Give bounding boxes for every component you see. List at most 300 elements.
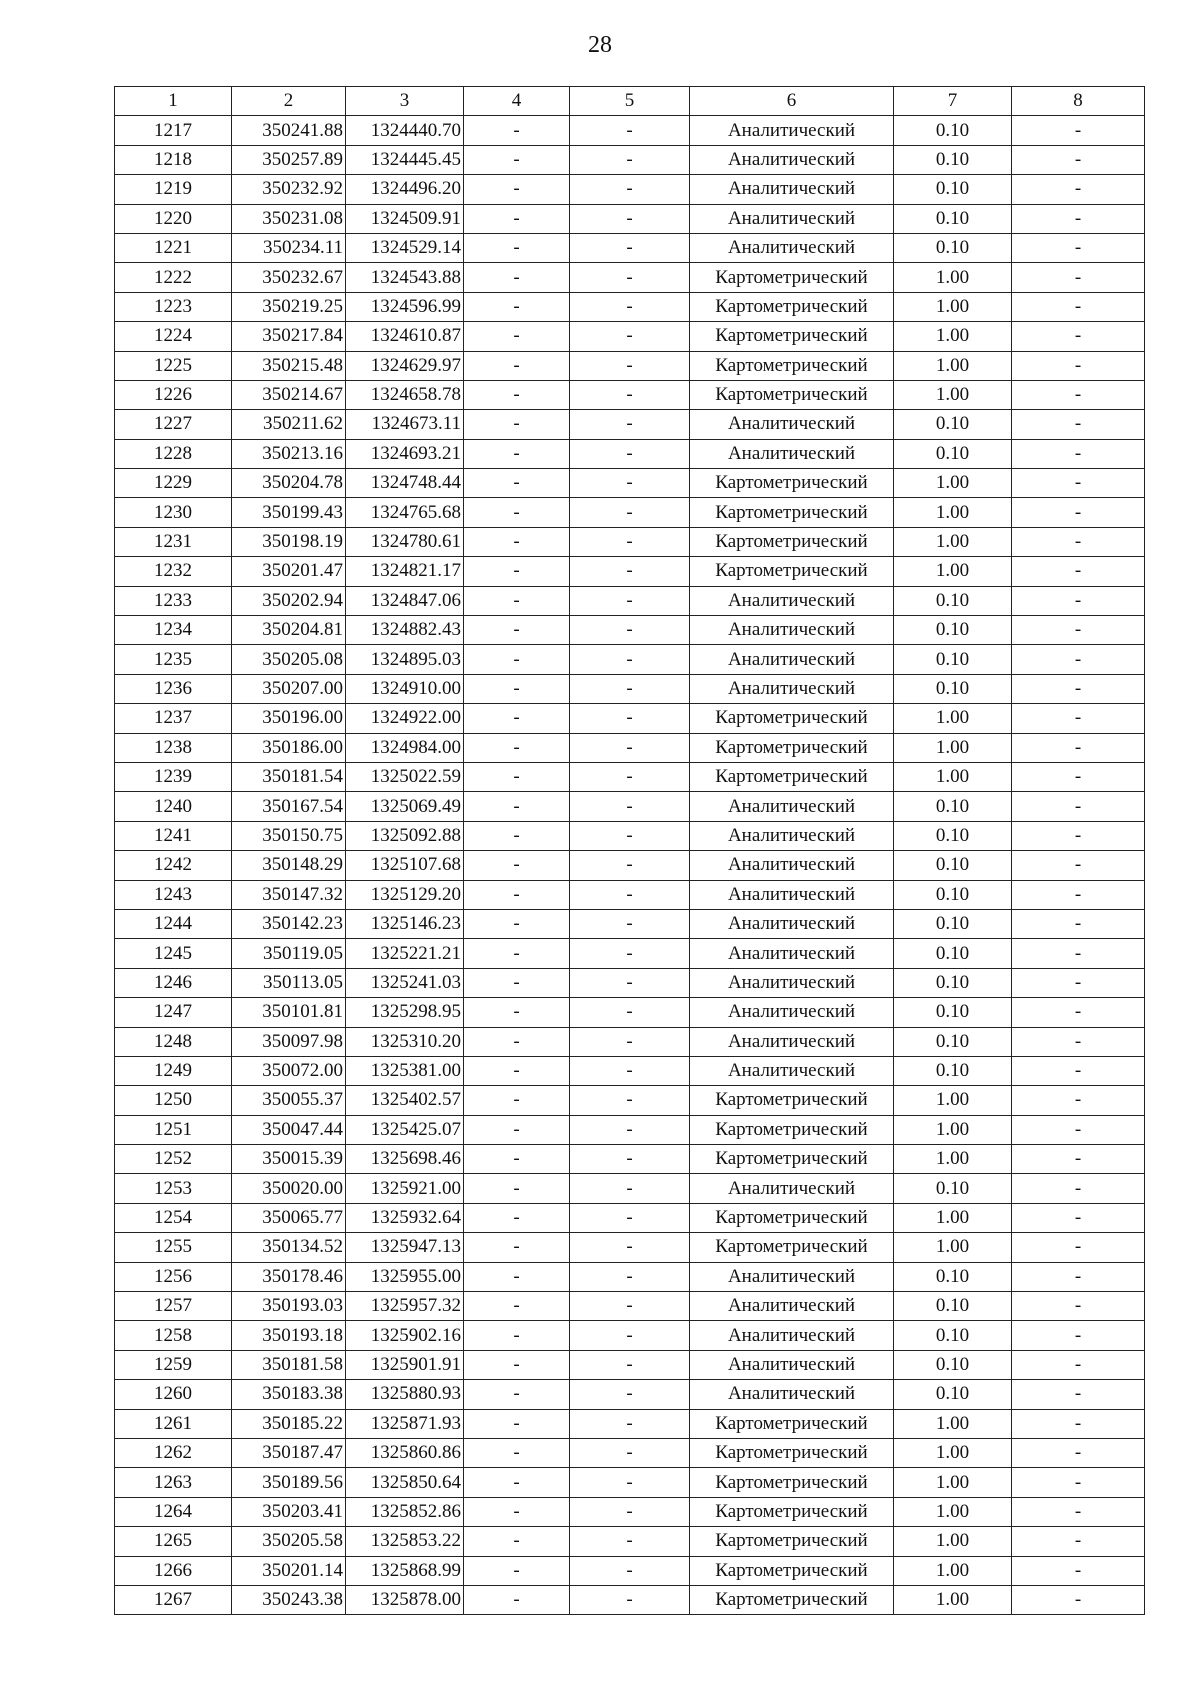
cell-col-8: -	[1012, 145, 1145, 174]
cell-method: Картометрический	[690, 1585, 894, 1614]
cell-col-8: -	[1012, 1027, 1145, 1056]
cell-point-number: 1267	[115, 1585, 232, 1614]
cell-coord-y: 1325850.64	[346, 1468, 464, 1497]
cell-method: Аналитический	[690, 233, 894, 262]
cell-point-number: 1253	[115, 1174, 232, 1203]
table-row	[115, 1174, 1145, 1203]
cell-col-4: -	[464, 498, 570, 527]
cell-col-4: -	[464, 322, 570, 351]
cell-coord-y: 1324821.17	[346, 557, 464, 586]
cell-method: Картометрический	[690, 1145, 894, 1174]
cell-accuracy: 1.00	[894, 1497, 1012, 1526]
cell-coord-x: 350193.03	[232, 1292, 346, 1321]
table-row	[115, 1145, 1145, 1174]
cell-point-number: 1259	[115, 1350, 232, 1379]
cell-accuracy: 0.10	[894, 851, 1012, 880]
cell-method: Аналитический	[690, 909, 894, 938]
cell-coord-x: 350205.58	[232, 1527, 346, 1556]
cell-accuracy: 0.10	[894, 645, 1012, 674]
cell-col-8: -	[1012, 204, 1145, 233]
cell-col-5: -	[570, 557, 690, 586]
cell-method: Картометрический	[690, 1203, 894, 1232]
cell-coord-y: 1325955.00	[346, 1262, 464, 1291]
cell-col-5: -	[570, 322, 690, 351]
cell-col-4: -	[464, 704, 570, 733]
cell-coord-x: 350142.23	[232, 909, 346, 938]
cell-point-number: 1238	[115, 733, 232, 762]
cell-method: Аналитический	[690, 851, 894, 880]
cell-accuracy: 0.10	[894, 968, 1012, 997]
cell-coord-y: 1324596.99	[346, 292, 464, 321]
cell-method: Аналитический	[690, 204, 894, 233]
cell-coord-x: 350183.38	[232, 1380, 346, 1409]
cell-col-8: -	[1012, 527, 1145, 556]
column-header-5: 5	[570, 87, 690, 116]
cell-method: Картометрический	[690, 704, 894, 733]
cell-coord-x: 350185.22	[232, 1409, 346, 1438]
cell-col-8: -	[1012, 410, 1145, 439]
cell-col-5: -	[570, 1380, 690, 1409]
cell-point-number: 1261	[115, 1409, 232, 1438]
cell-coord-x: 350202.94	[232, 586, 346, 615]
cell-point-number: 1247	[115, 998, 232, 1027]
cell-accuracy: 0.10	[894, 116, 1012, 145]
cell-col-4: -	[464, 1027, 570, 1056]
cell-col-5: -	[570, 204, 690, 233]
cell-point-number: 1229	[115, 469, 232, 498]
column-header-6: 6	[690, 87, 894, 116]
cell-col-4: -	[464, 851, 570, 880]
cell-coord-y: 1324693.21	[346, 439, 464, 468]
cell-col-5: -	[570, 1497, 690, 1526]
cell-col-4: -	[464, 557, 570, 586]
cell-coord-y: 1325932.64	[346, 1203, 464, 1232]
cell-col-8: -	[1012, 1292, 1145, 1321]
cell-col-5: -	[570, 1556, 690, 1585]
cell-point-number: 1237	[115, 704, 232, 733]
cell-col-8: -	[1012, 1350, 1145, 1379]
cell-col-5: -	[570, 909, 690, 938]
cell-col-5: -	[570, 821, 690, 850]
table-row	[115, 1585, 1145, 1614]
table-row	[115, 233, 1145, 262]
cell-accuracy: 0.10	[894, 880, 1012, 909]
cell-col-5: -	[570, 498, 690, 527]
table-row	[115, 1027, 1145, 1056]
cell-coord-x: 350119.05	[232, 939, 346, 968]
cell-col-8: -	[1012, 586, 1145, 615]
cell-col-8: -	[1012, 851, 1145, 880]
cell-coord-x: 350134.52	[232, 1233, 346, 1262]
cell-col-8: -	[1012, 1497, 1145, 1526]
cell-method: Аналитический	[690, 968, 894, 997]
cell-coord-x: 350198.19	[232, 527, 346, 556]
cell-accuracy: 0.10	[894, 1056, 1012, 1085]
cell-point-number: 1254	[115, 1203, 232, 1232]
cell-point-number: 1220	[115, 204, 232, 233]
cell-col-8: -	[1012, 175, 1145, 204]
cell-col-8: -	[1012, 1262, 1145, 1291]
cell-col-5: -	[570, 674, 690, 703]
cell-col-8: -	[1012, 1115, 1145, 1144]
cell-method: Картометрический	[690, 469, 894, 498]
cell-coord-x: 350219.25	[232, 292, 346, 321]
cell-col-4: -	[464, 263, 570, 292]
cell-coord-y: 1325221.21	[346, 939, 464, 968]
cell-col-8: -	[1012, 939, 1145, 968]
cell-method: Аналитический	[690, 1350, 894, 1379]
cell-method: Картометрический	[690, 1468, 894, 1497]
cell-method: Аналитический	[690, 1321, 894, 1350]
table-row	[115, 1321, 1145, 1350]
cell-coord-x: 350047.44	[232, 1115, 346, 1144]
cell-coord-y: 1324895.03	[346, 645, 464, 674]
cell-col-4: -	[464, 1203, 570, 1232]
cell-col-8: -	[1012, 704, 1145, 733]
cell-col-4: -	[464, 733, 570, 762]
cell-col-5: -	[570, 1409, 690, 1438]
cell-method: Картометрический	[690, 1497, 894, 1526]
cell-coord-y: 1325146.23	[346, 909, 464, 938]
cell-method: Картометрический	[690, 1438, 894, 1467]
cell-accuracy: 0.10	[894, 145, 1012, 174]
cell-accuracy: 0.10	[894, 1321, 1012, 1350]
cell-col-8: -	[1012, 1380, 1145, 1409]
table-row	[115, 1203, 1145, 1232]
cell-accuracy: 1.00	[894, 762, 1012, 791]
cell-col-8: -	[1012, 263, 1145, 292]
cell-method: Аналитический	[690, 410, 894, 439]
cell-point-number: 1265	[115, 1527, 232, 1556]
cell-method: Картометрический	[690, 733, 894, 762]
cell-coord-y: 1324496.20	[346, 175, 464, 204]
cell-point-number: 1243	[115, 880, 232, 909]
cell-coord-y: 1324445.45	[346, 145, 464, 174]
cell-col-8: -	[1012, 1321, 1145, 1350]
cell-col-8: -	[1012, 1174, 1145, 1203]
cell-accuracy: 0.10	[894, 998, 1012, 1027]
cell-method: Аналитический	[690, 1262, 894, 1291]
cell-col-5: -	[570, 880, 690, 909]
cell-accuracy: 0.10	[894, 439, 1012, 468]
cell-col-4: -	[464, 1585, 570, 1614]
cell-col-8: -	[1012, 322, 1145, 351]
cell-col-4: -	[464, 1174, 570, 1203]
cell-col-8: -	[1012, 351, 1145, 380]
cell-method: Картометрический	[690, 322, 894, 351]
cell-col-4: -	[464, 1468, 570, 1497]
cell-col-8: -	[1012, 233, 1145, 262]
table-row	[115, 968, 1145, 997]
cell-col-4: -	[464, 1438, 570, 1467]
cell-coord-y: 1325901.91	[346, 1350, 464, 1379]
cell-point-number: 1217	[115, 116, 232, 145]
cell-method: Аналитический	[690, 175, 894, 204]
cell-point-number: 1262	[115, 1438, 232, 1467]
cell-point-number: 1266	[115, 1556, 232, 1585]
cell-point-number: 1231	[115, 527, 232, 556]
cell-point-number: 1263	[115, 1468, 232, 1497]
table-body	[115, 116, 1145, 1615]
cell-col-8: -	[1012, 380, 1145, 409]
cell-col-5: -	[570, 1262, 690, 1291]
cell-col-8: -	[1012, 1468, 1145, 1497]
cell-col-4: -	[464, 527, 570, 556]
cell-col-4: -	[464, 645, 570, 674]
cell-col-4: -	[464, 1380, 570, 1409]
cell-col-5: -	[570, 762, 690, 791]
cell-col-5: -	[570, 1350, 690, 1379]
cell-accuracy: 1.00	[894, 263, 1012, 292]
cell-col-4: -	[464, 1527, 570, 1556]
cell-accuracy: 1.00	[894, 469, 1012, 498]
cell-coord-x: 350199.43	[232, 498, 346, 527]
cell-coord-y: 1325107.68	[346, 851, 464, 880]
cell-col-5: -	[570, 1438, 690, 1467]
cell-point-number: 1228	[115, 439, 232, 468]
cell-col-4: -	[464, 351, 570, 380]
cell-coord-x: 350232.67	[232, 263, 346, 292]
cell-accuracy: 0.10	[894, 1350, 1012, 1379]
cell-method: Картометрический	[690, 292, 894, 321]
cell-method: Картометрический	[690, 1115, 894, 1144]
cell-col-8: -	[1012, 1556, 1145, 1585]
cell-accuracy: 0.10	[894, 1174, 1012, 1203]
cell-coord-y: 1324673.11	[346, 410, 464, 439]
cell-col-8: -	[1012, 1585, 1145, 1614]
cell-col-4: -	[464, 1262, 570, 1291]
cell-coord-x: 350178.46	[232, 1262, 346, 1291]
cell-method: Аналитический	[690, 616, 894, 645]
table-row	[115, 1056, 1145, 1085]
table-row	[115, 439, 1145, 468]
cell-col-4: -	[464, 145, 570, 174]
table-row	[115, 1409, 1145, 1438]
cell-col-4: -	[464, 380, 570, 409]
cell-coord-y: 1325860.86	[346, 1438, 464, 1467]
column-header-2: 2	[232, 87, 346, 116]
cell-coord-x: 350215.48	[232, 351, 346, 380]
cell-point-number: 1236	[115, 674, 232, 703]
cell-accuracy: 1.00	[894, 292, 1012, 321]
cell-coord-x: 350167.54	[232, 792, 346, 821]
cell-coord-x: 350203.41	[232, 1497, 346, 1526]
table-row	[115, 204, 1145, 233]
cell-method: Картометрический	[690, 1086, 894, 1115]
cell-coord-x: 350020.00	[232, 1174, 346, 1203]
cell-col-5: -	[570, 351, 690, 380]
table-row	[115, 322, 1145, 351]
cell-method: Аналитический	[690, 1174, 894, 1203]
coordinates-table	[114, 86, 1145, 1615]
cell-coord-x: 350232.92	[232, 175, 346, 204]
cell-coord-x: 350181.54	[232, 762, 346, 791]
cell-coord-x: 350101.81	[232, 998, 346, 1027]
cell-point-number: 1232	[115, 557, 232, 586]
cell-accuracy: 1.00	[894, 1585, 1012, 1614]
cell-coord-x: 350189.56	[232, 1468, 346, 1497]
cell-col-4: -	[464, 1145, 570, 1174]
column-header-1: 1	[115, 87, 232, 116]
cell-coord-y: 1324748.44	[346, 469, 464, 498]
cell-col-4: -	[464, 880, 570, 909]
cell-method: Картометрический	[690, 1233, 894, 1262]
cell-col-4: -	[464, 1321, 570, 1350]
cell-col-4: -	[464, 821, 570, 850]
table-row	[115, 1086, 1145, 1115]
table-row	[115, 851, 1145, 880]
cell-col-5: -	[570, 1292, 690, 1321]
cell-point-number: 1260	[115, 1380, 232, 1409]
cell-coord-x: 350072.00	[232, 1056, 346, 1085]
cell-col-4: -	[464, 116, 570, 145]
cell-method: Картометрический	[690, 380, 894, 409]
cell-coord-y: 1325698.46	[346, 1145, 464, 1174]
cell-col-4: -	[464, 233, 570, 262]
cell-col-8: -	[1012, 1527, 1145, 1556]
table-row	[115, 1497, 1145, 1526]
cell-col-8: -	[1012, 1056, 1145, 1085]
cell-accuracy: 0.10	[894, 1292, 1012, 1321]
cell-col-4: -	[464, 909, 570, 938]
cell-accuracy: 1.00	[894, 733, 1012, 762]
cell-method: Аналитический	[690, 821, 894, 850]
cell-col-5: -	[570, 380, 690, 409]
cell-accuracy: 1.00	[894, 1409, 1012, 1438]
cell-coord-x: 350234.11	[232, 233, 346, 262]
cell-col-4: -	[464, 175, 570, 204]
cell-coord-y: 1325880.93	[346, 1380, 464, 1409]
cell-col-8: -	[1012, 557, 1145, 586]
cell-accuracy: 0.10	[894, 233, 1012, 262]
cell-method: Аналитический	[690, 645, 894, 674]
cell-col-5: -	[570, 1174, 690, 1203]
cell-coord-y: 1324910.00	[346, 674, 464, 703]
table-row	[115, 1292, 1145, 1321]
cell-col-5: -	[570, 616, 690, 645]
cell-coord-x: 350214.67	[232, 380, 346, 409]
cell-accuracy: 0.10	[894, 204, 1012, 233]
cell-col-5: -	[570, 851, 690, 880]
cell-point-number: 1255	[115, 1233, 232, 1262]
cell-col-8: -	[1012, 1233, 1145, 1262]
cell-coord-y: 1324509.91	[346, 204, 464, 233]
column-header-3: 3	[346, 87, 464, 116]
cell-col-8: -	[1012, 733, 1145, 762]
cell-col-4: -	[464, 1115, 570, 1144]
cell-col-4: -	[464, 1056, 570, 1085]
cell-coord-y: 1325069.49	[346, 792, 464, 821]
cell-col-5: -	[570, 998, 690, 1027]
cell-col-5: -	[570, 439, 690, 468]
table-row	[115, 1556, 1145, 1585]
table-row	[115, 821, 1145, 850]
table-row	[115, 292, 1145, 321]
table-row	[115, 1527, 1145, 1556]
cell-coord-x: 350186.00	[232, 733, 346, 762]
cell-coord-x: 350204.78	[232, 469, 346, 498]
cell-point-number: 1249	[115, 1056, 232, 1085]
cell-accuracy: 0.10	[894, 175, 1012, 204]
cell-method: Картометрический	[690, 1556, 894, 1585]
table-row	[115, 1468, 1145, 1497]
table-row	[115, 733, 1145, 762]
cell-method: Аналитический	[690, 145, 894, 174]
cell-coord-y: 1325902.16	[346, 1321, 464, 1350]
cell-method: Картометрический	[690, 263, 894, 292]
cell-coord-x: 350065.77	[232, 1203, 346, 1232]
cell-accuracy: 1.00	[894, 322, 1012, 351]
table-row	[115, 762, 1145, 791]
cell-col-4: -	[464, 1409, 570, 1438]
table-row	[115, 410, 1145, 439]
cell-point-number: 1248	[115, 1027, 232, 1056]
cell-col-5: -	[570, 1527, 690, 1556]
cell-coord-y: 1324629.97	[346, 351, 464, 380]
cell-coord-y: 1324765.68	[346, 498, 464, 527]
cell-method: Аналитический	[690, 439, 894, 468]
cell-coord-y: 1325852.86	[346, 1497, 464, 1526]
cell-col-5: -	[570, 469, 690, 498]
cell-coord-x: 350243.38	[232, 1585, 346, 1614]
cell-point-number: 1246	[115, 968, 232, 997]
table-header-row	[115, 87, 1145, 116]
cell-col-5: -	[570, 704, 690, 733]
cell-coord-y: 1325957.32	[346, 1292, 464, 1321]
cell-point-number: 1264	[115, 1497, 232, 1526]
cell-col-8: -	[1012, 1438, 1145, 1467]
cell-col-4: -	[464, 1233, 570, 1262]
cell-col-5: -	[570, 968, 690, 997]
cell-accuracy: 1.00	[894, 351, 1012, 380]
cell-col-8: -	[1012, 1203, 1145, 1232]
cell-method: Картометрический	[690, 1527, 894, 1556]
cell-coord-y: 1325871.93	[346, 1409, 464, 1438]
cell-method: Аналитический	[690, 674, 894, 703]
cell-col-8: -	[1012, 616, 1145, 645]
cell-point-number: 1257	[115, 1292, 232, 1321]
cell-accuracy: 0.10	[894, 792, 1012, 821]
table-row	[115, 939, 1145, 968]
table-row	[115, 557, 1145, 586]
cell-col-4: -	[464, 939, 570, 968]
cell-col-5: -	[570, 1468, 690, 1497]
table-row	[115, 1233, 1145, 1262]
cell-accuracy: 1.00	[894, 704, 1012, 733]
cell-point-number: 1218	[115, 145, 232, 174]
cell-coord-y: 1324658.78	[346, 380, 464, 409]
table-row	[115, 1350, 1145, 1379]
cell-col-8: -	[1012, 880, 1145, 909]
cell-col-5: -	[570, 527, 690, 556]
cell-coord-x: 350150.75	[232, 821, 346, 850]
cell-coord-y: 1325425.07	[346, 1115, 464, 1144]
table-row	[115, 880, 1145, 909]
cell-accuracy: 1.00	[894, 1086, 1012, 1115]
cell-col-4: -	[464, 762, 570, 791]
cell-accuracy: 1.00	[894, 1115, 1012, 1144]
cell-accuracy: 0.10	[894, 909, 1012, 938]
cell-col-5: -	[570, 645, 690, 674]
cell-point-number: 1244	[115, 909, 232, 938]
cell-col-8: -	[1012, 439, 1145, 468]
cell-coord-x: 350181.58	[232, 1350, 346, 1379]
table-row	[115, 527, 1145, 556]
table-row	[115, 263, 1145, 292]
cell-coord-x: 350113.05	[232, 968, 346, 997]
cell-coord-y: 1325298.95	[346, 998, 464, 1027]
table-row	[115, 380, 1145, 409]
